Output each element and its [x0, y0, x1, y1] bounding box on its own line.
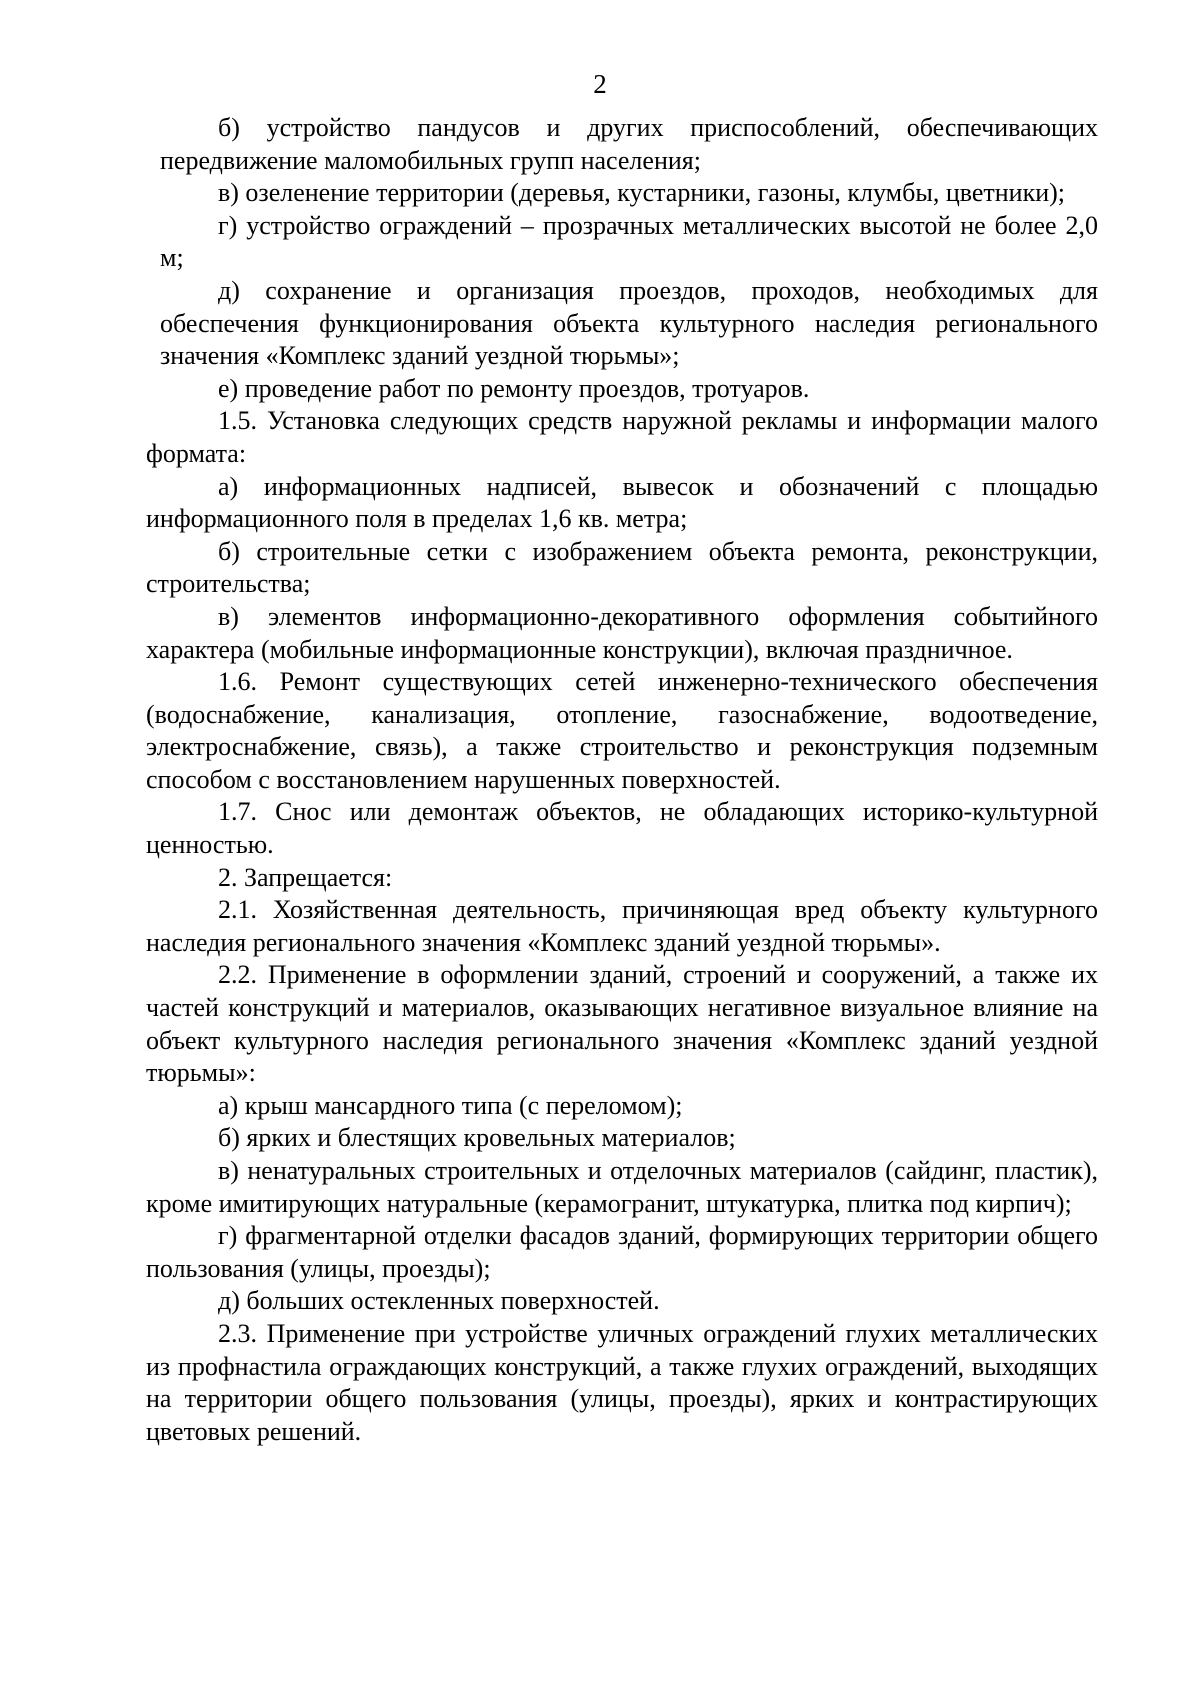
paragraph-v-decorative-elements: в) элементов информационно-декоративного оформления событийного характера (мобильные информационные конструкции), включая праздничное.	[146, 601, 1098, 664]
paragraph-v-landscaping: в) озеленение территории (деревья, кустарники, газоны, клумбы, цветники);	[218, 178, 1066, 208]
paragraph-2-prohibited: 2. Запрещается:	[218, 862, 393, 892]
paragraph-b-ramps: б) устройство пандусов и других приспособлений, обеспечивающих передвижение маломобильных групп населения;	[160, 113, 1098, 175]
paragraph-d-glazed-surfaces: д) больших остекленных поверхностей.	[218, 1286, 660, 1316]
paragraph-b-construction-nets: б) строительные сетки с изображением объекта ремонта, реконструкции, строительства;	[146, 536, 1098, 599]
paragraph-e-repair-works: е) проведение работ по ремонту проездов, тротуаров.	[218, 373, 810, 403]
paragraph-a-information-signs: а) информационных надписей, вывесок и обозначений с площадью информационного поля в пределах 1,6 кв. метра;	[146, 471, 1098, 534]
paragraph-2-2-design-materials: 2.2. Применение в оформлении зданий, строений и сооружений, а также их частей конструкций и материалов, оказывающих негативное визуальное влияние на объект культурного наследия регионального значения «Комплекс зданий уездной тюрьмы»:	[146, 960, 1098, 1088]
paragraph-2-3-street-fences: 2.3. Применение при устройстве уличных ограждений глухих металлических из профнастила ограждающих конструкций, а также глухих ограждений, выходящих на территории общего пользования (улицы, проезды), ярких и контрастирующих цветовых решений.	[146, 1318, 1098, 1446]
page-number: 2	[593, 69, 607, 99]
paragraph-d-passages: д) сохранение и организация проездов, проходов, необходимых для обеспечения функционирования объекта культурного наследия регионального значения «Комплекс зданий уездной тюрьмы»;	[160, 275, 1098, 371]
paragraph-g-fences: г) устройство ограждений – прозрачных металлических высотой не более 2,0 м;	[160, 210, 1098, 273]
paragraph-1-6-utility-networks: 1.6. Ремонт существующих сетей инженерно-технического обеспечения (водоснабжение, канализация, отопление, газоснабжение, водоотведение, электроснабжение, связь), а также строительство и реконструкция подземным способом с восстановлением нарушенных поверхностей.	[146, 667, 1098, 794]
paragraph-2-1-economic-activity: 2.1. Хозяйственная деятельность, причиняющая вред объекту культурного наследия регионального значения «Комплекс зданий уездной тюрьмы».	[146, 895, 1098, 957]
paragraph-a-mansard-roofs: а) крыш мансардного типа (с переломом);	[218, 1090, 683, 1120]
paragraph-v-artificial-materials: в) ненатуральных строительных и отделочных материалов (сайдинг, пластик), кроме имитирующих натуральные (керамогранит, штукатурка, плитка под кирпич);	[146, 1156, 1098, 1218]
paragraph-b-shiny-roofing: б) ярких и блестящих кровельных материалов;	[218, 1123, 736, 1153]
paragraph-g-facade-finishing: г) фрагментарной отделки фасадов зданий, формирующих территории общего пользования (улицы, проезды);	[146, 1221, 1098, 1283]
paragraph-1-7-demolition: 1.7. Снос или демонтаж объектов, не обладающих историко-культурной ценностью.	[146, 797, 1098, 860]
document-body	[146, 112, 1098, 1448]
paragraph-1-5-advertising: 1.5. Установка следующих средств наружной рекламы и информации малого формата:	[146, 406, 1098, 468]
